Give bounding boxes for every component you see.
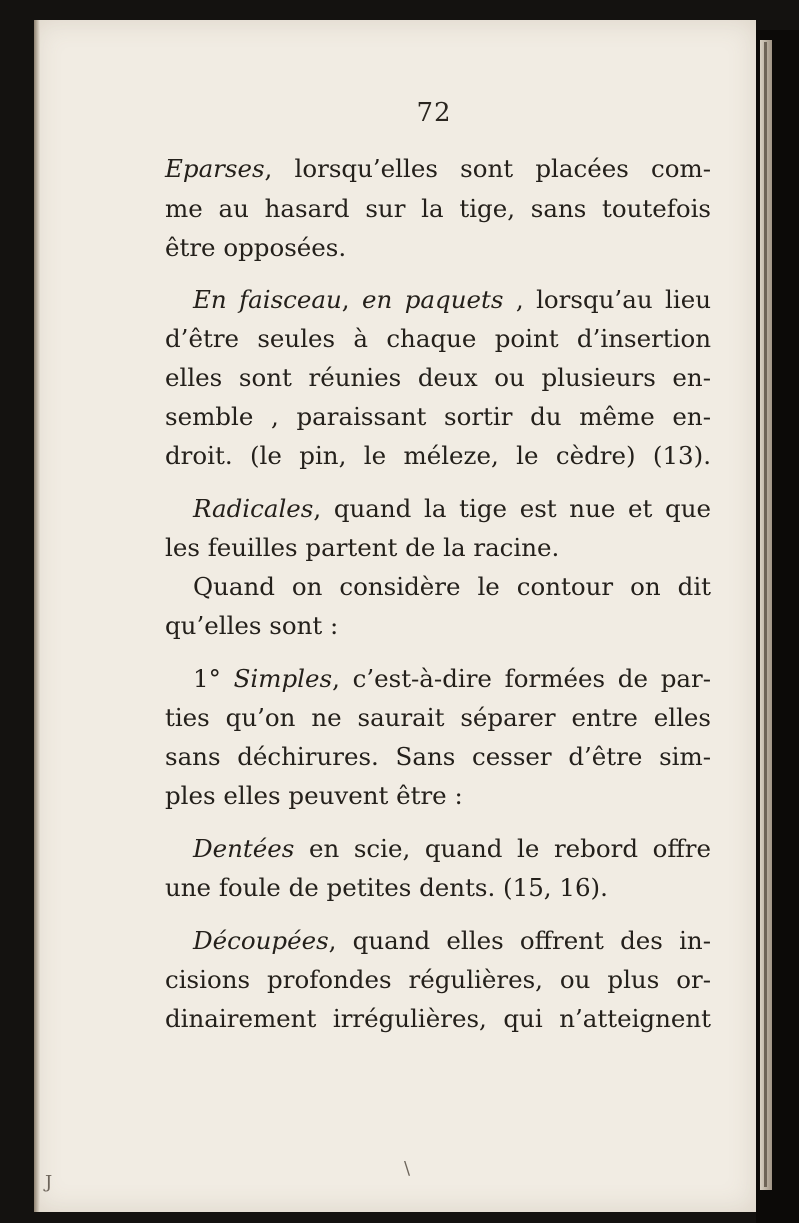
text-line: droit. (le pin, le méleze, le cèdre) (13). [165,441,711,470]
term-en-paquets: en paquets [362,285,504,314]
text-line: Découpées, quand elles offrent des in- [193,926,711,955]
text-line: dinairement irrégulières, qui n’atteignent [165,1004,711,1033]
left-mark: J [45,1172,53,1193]
text-line: 1° Simples, c’est-à-dire formées de par- [193,664,711,693]
term-simples: Simples [233,664,333,693]
term-eparses: Eparses [165,154,265,183]
text-line: qu’elles sont : [165,611,339,640]
text-line: Eparses, lorsqu’elles sont placées com- [165,154,711,183]
text-line: une foule de petites dents. (15, 16). [165,873,608,902]
text-line: semble , paraissant sortir du même en- [165,402,711,431]
text-line: ples elles peuvent être : [165,781,463,810]
text-line: être opposées. [165,233,347,262]
text-line: cisions profondes régulières, ou plus or- [165,965,711,994]
text-line: sans déchirures. Sans cesser d’être sim- [165,742,711,771]
text-line: ties qu’on ne saurait séparer entre elles [165,703,711,732]
bottom-mark: \ [404,1158,411,1179]
text-line: Dentées en scie, quand le rebord offre [193,834,711,863]
text-line: En faisceau, en paquets , lorsqu’au lieu [193,285,711,314]
text-line: elles sont réunies deux ou plusieurs en- [165,363,711,392]
term-radicales: Radicales [193,494,314,523]
text-line: les feuilles partent de la racine. [165,533,560,562]
facing-page-shadow [764,42,767,1187]
page-number: 72 [416,98,452,128]
text-line: Quand on considère le contour on dit [193,572,711,601]
page-left-edge [34,20,40,1212]
text-line: me au hasard sur la tige, sans toutefois [165,194,711,223]
term-decoupees: Découpées [193,926,329,955]
text-line: Radicales, quand la tige est nue et que [193,494,711,523]
term-dentees: Dentées [193,834,295,863]
text-line: d’être seules à chaque point d’insertion [165,324,711,353]
term-en-faisceau: En faisceau [193,285,342,314]
